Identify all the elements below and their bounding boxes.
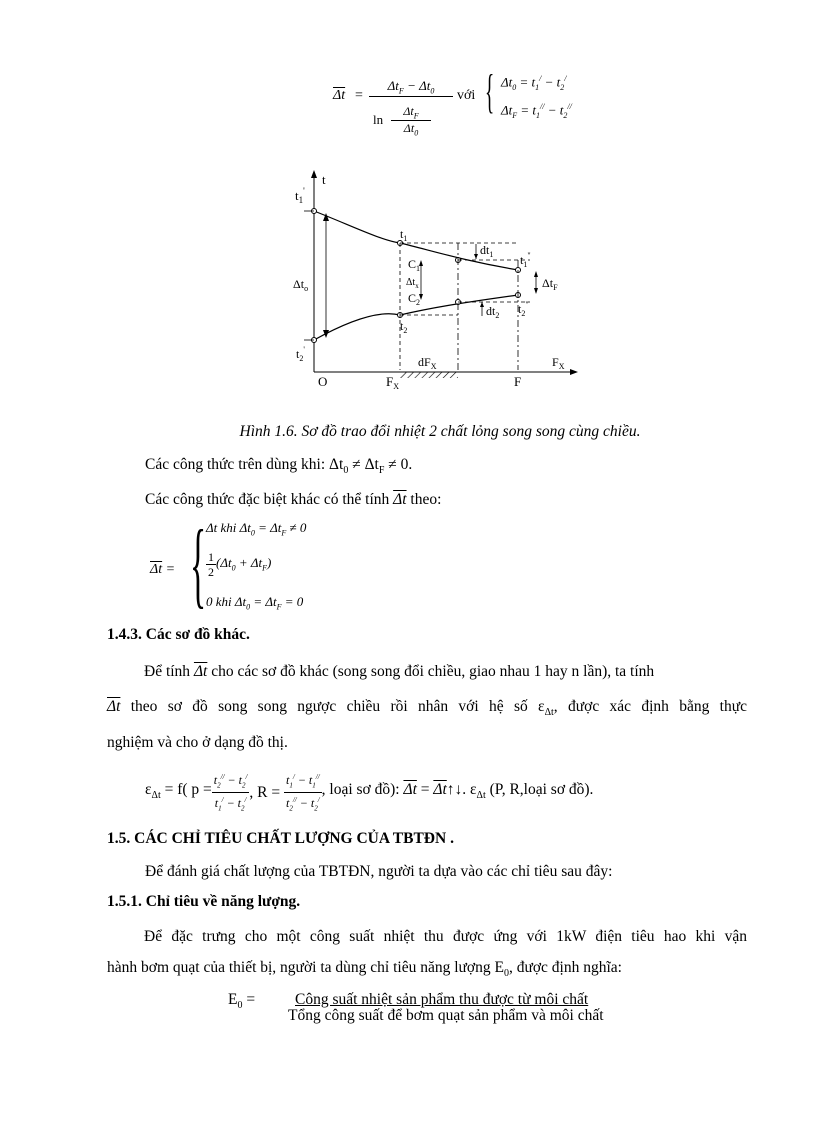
- heading-1-5: 1.5. CÁC CHỈ TIÊU CHẤT LƯỢNG CỦA TBTĐN .: [107, 830, 454, 847]
- special-case1: Δt khi $\Delta t_0 = \Delta t_F \ne 0$: [206, 520, 307, 538]
- special-brace: {: [190, 510, 207, 617]
- label-t1: $t_1$: [400, 227, 408, 243]
- heading-1-5-1: 1.5.1. Chỉ tiêu về năng lượng.: [107, 893, 301, 910]
- formula-top-numerator: $\Delta t_F - \Delta t_0$: [369, 78, 453, 97]
- label-dt1: $dt_1$: [480, 243, 494, 259]
- epsilon-formula: $\varepsilon_{\Delta t} = f$( p = $\frac{t_2^{//} - t_2^/}{t_1^/ - t_2^/}$ , R = $\frac{t_1^/ - t_1^{//}}{t_2^{//} - t_2^/}$ , loại sơ đồ): $\overline{\Delta t}$ = $\overline{\Delta t}↑↓$. $\varepsilon_{\Delta t}$ (P, R,loại sơ đồ).: [145, 770, 593, 816]
- label-t2-end: $t_2^"$: [518, 300, 529, 318]
- label-t1-end: $t_1^"$: [520, 251, 531, 269]
- para-2: Các công thức đặc biệt khác có thể tính $\overline{\Delta t}$ theo:: [145, 491, 442, 508]
- formula-top-lhs: $\overline{\Delta t}$: [333, 88, 346, 103]
- label-dfx: $dF_X$: [418, 355, 437, 371]
- special-case2: $\frac{1}{2}$ $(\Delta t_0 + \Delta t_F)$: [208, 550, 272, 579]
- dfx-hatch: [400, 372, 458, 378]
- para-3-line-2: $\overline{\Delta t}$ theo sơ đồ song song ngược chiều rồi nhân với hệ số $\varepsilon_{\Delta t}$, được xác định bằng thực: [107, 698, 747, 719]
- formula-top-case1: $\Delta t_0 = t_1^/ - t_2^/$: [501, 74, 567, 92]
- para-3-line-3: nghiệm và cho ở dạng đồ thị.: [107, 734, 288, 751]
- label-t2: $t_2$: [400, 319, 408, 335]
- label-t1-start: $t_1'$: [295, 186, 305, 205]
- label-fx-axis: $F_X$: [552, 355, 565, 371]
- e0-denominator: Tổng công suất để bơm quạt sản phẩm và môi chất: [288, 1007, 604, 1024]
- label-c1: $C_1$: [408, 257, 421, 273]
- para-3-line-1: Để tính $\overline{\Delta t}$ cho các sơ đồ khác (song song đổi chiều, giao nhau 1 hay n lần), ta tính: [144, 663, 655, 680]
- figure-caption: Hình 1.6. Sơ đồ trao đổi nhiệt 2 chất lỏng song song cùng chiều.: [239, 423, 641, 440]
- formula-top: $\overline{\Delta t}$ = $\Delta t_F - \Delta t_0$ ln $\Delta t_F$ $\Delta t_0$ với { $\Delta t_0 = t_1^/ - t_2^/$ $\Delta t_F = t_1^{//} - t_2^{//}$: [333, 65, 572, 138]
- label-origin: O: [318, 374, 328, 389]
- para-4: Để đánh giá chất lượng của TBTĐN, người ta dựa vào các chỉ tiêu sau đây:: [145, 863, 613, 880]
- label-dtf: $\Delta t_F$: [542, 276, 558, 292]
- label-dt0: $\Delta t_o$: [293, 277, 309, 293]
- label-f: F: [514, 374, 522, 389]
- label-t2-start: $t_2'$: [296, 345, 305, 363]
- label-fx: $F_X$: [386, 374, 400, 391]
- heading-1-4-3: 1.4.3. Các sơ đồ khác.: [107, 626, 250, 643]
- label-c2: $C_2$: [408, 291, 421, 307]
- label-t-axis: t: [322, 172, 326, 187]
- para-1: Các công thức trên dùng khi: $\Delta t_0 \ne \Delta t_F \ne 0$.: [145, 456, 413, 477]
- e0-numerator: Công suất nhiệt sản phẩm thu được từ môi chất: [295, 991, 589, 1008]
- heat-exchange-diagram: [290, 170, 590, 405]
- formula-top-with: với: [457, 88, 476, 103]
- e0-lhs: $E_0$ =: [228, 991, 256, 1012]
- label-dtx: $\Delta t_x$: [406, 277, 419, 290]
- para-5-line-1: Để đặc trưng cho một công suất nhiệt thu được ứng với 1kW điện tiêu hao khi vận: [144, 928, 747, 945]
- label-dt2: $dt_2$: [486, 304, 500, 320]
- para-5-line-2: hành bơm quạt của thiết bị, người ta dùng chỉ tiêu năng lượng $E_0$, được định nghĩa:: [107, 959, 622, 980]
- special-case3: 0 khi $\Delta t_0 = \Delta t_F = 0$: [206, 594, 304, 612]
- special-formula: $\overline{\Delta t}$ = { Δt khi $\Delta t_0 = \Delta t_F \ne 0$ $\frac{1}{2}$ $(\Delta t_0 + \Delta t_F)$ 0 khi $\Delta t_0 = \Delta t_F = 0$: [150, 510, 307, 617]
- formula-top-case2: $\Delta t_F = t_1^{//} - t_2^{//}$: [501, 102, 572, 120]
- left-brace: {: [485, 65, 495, 118]
